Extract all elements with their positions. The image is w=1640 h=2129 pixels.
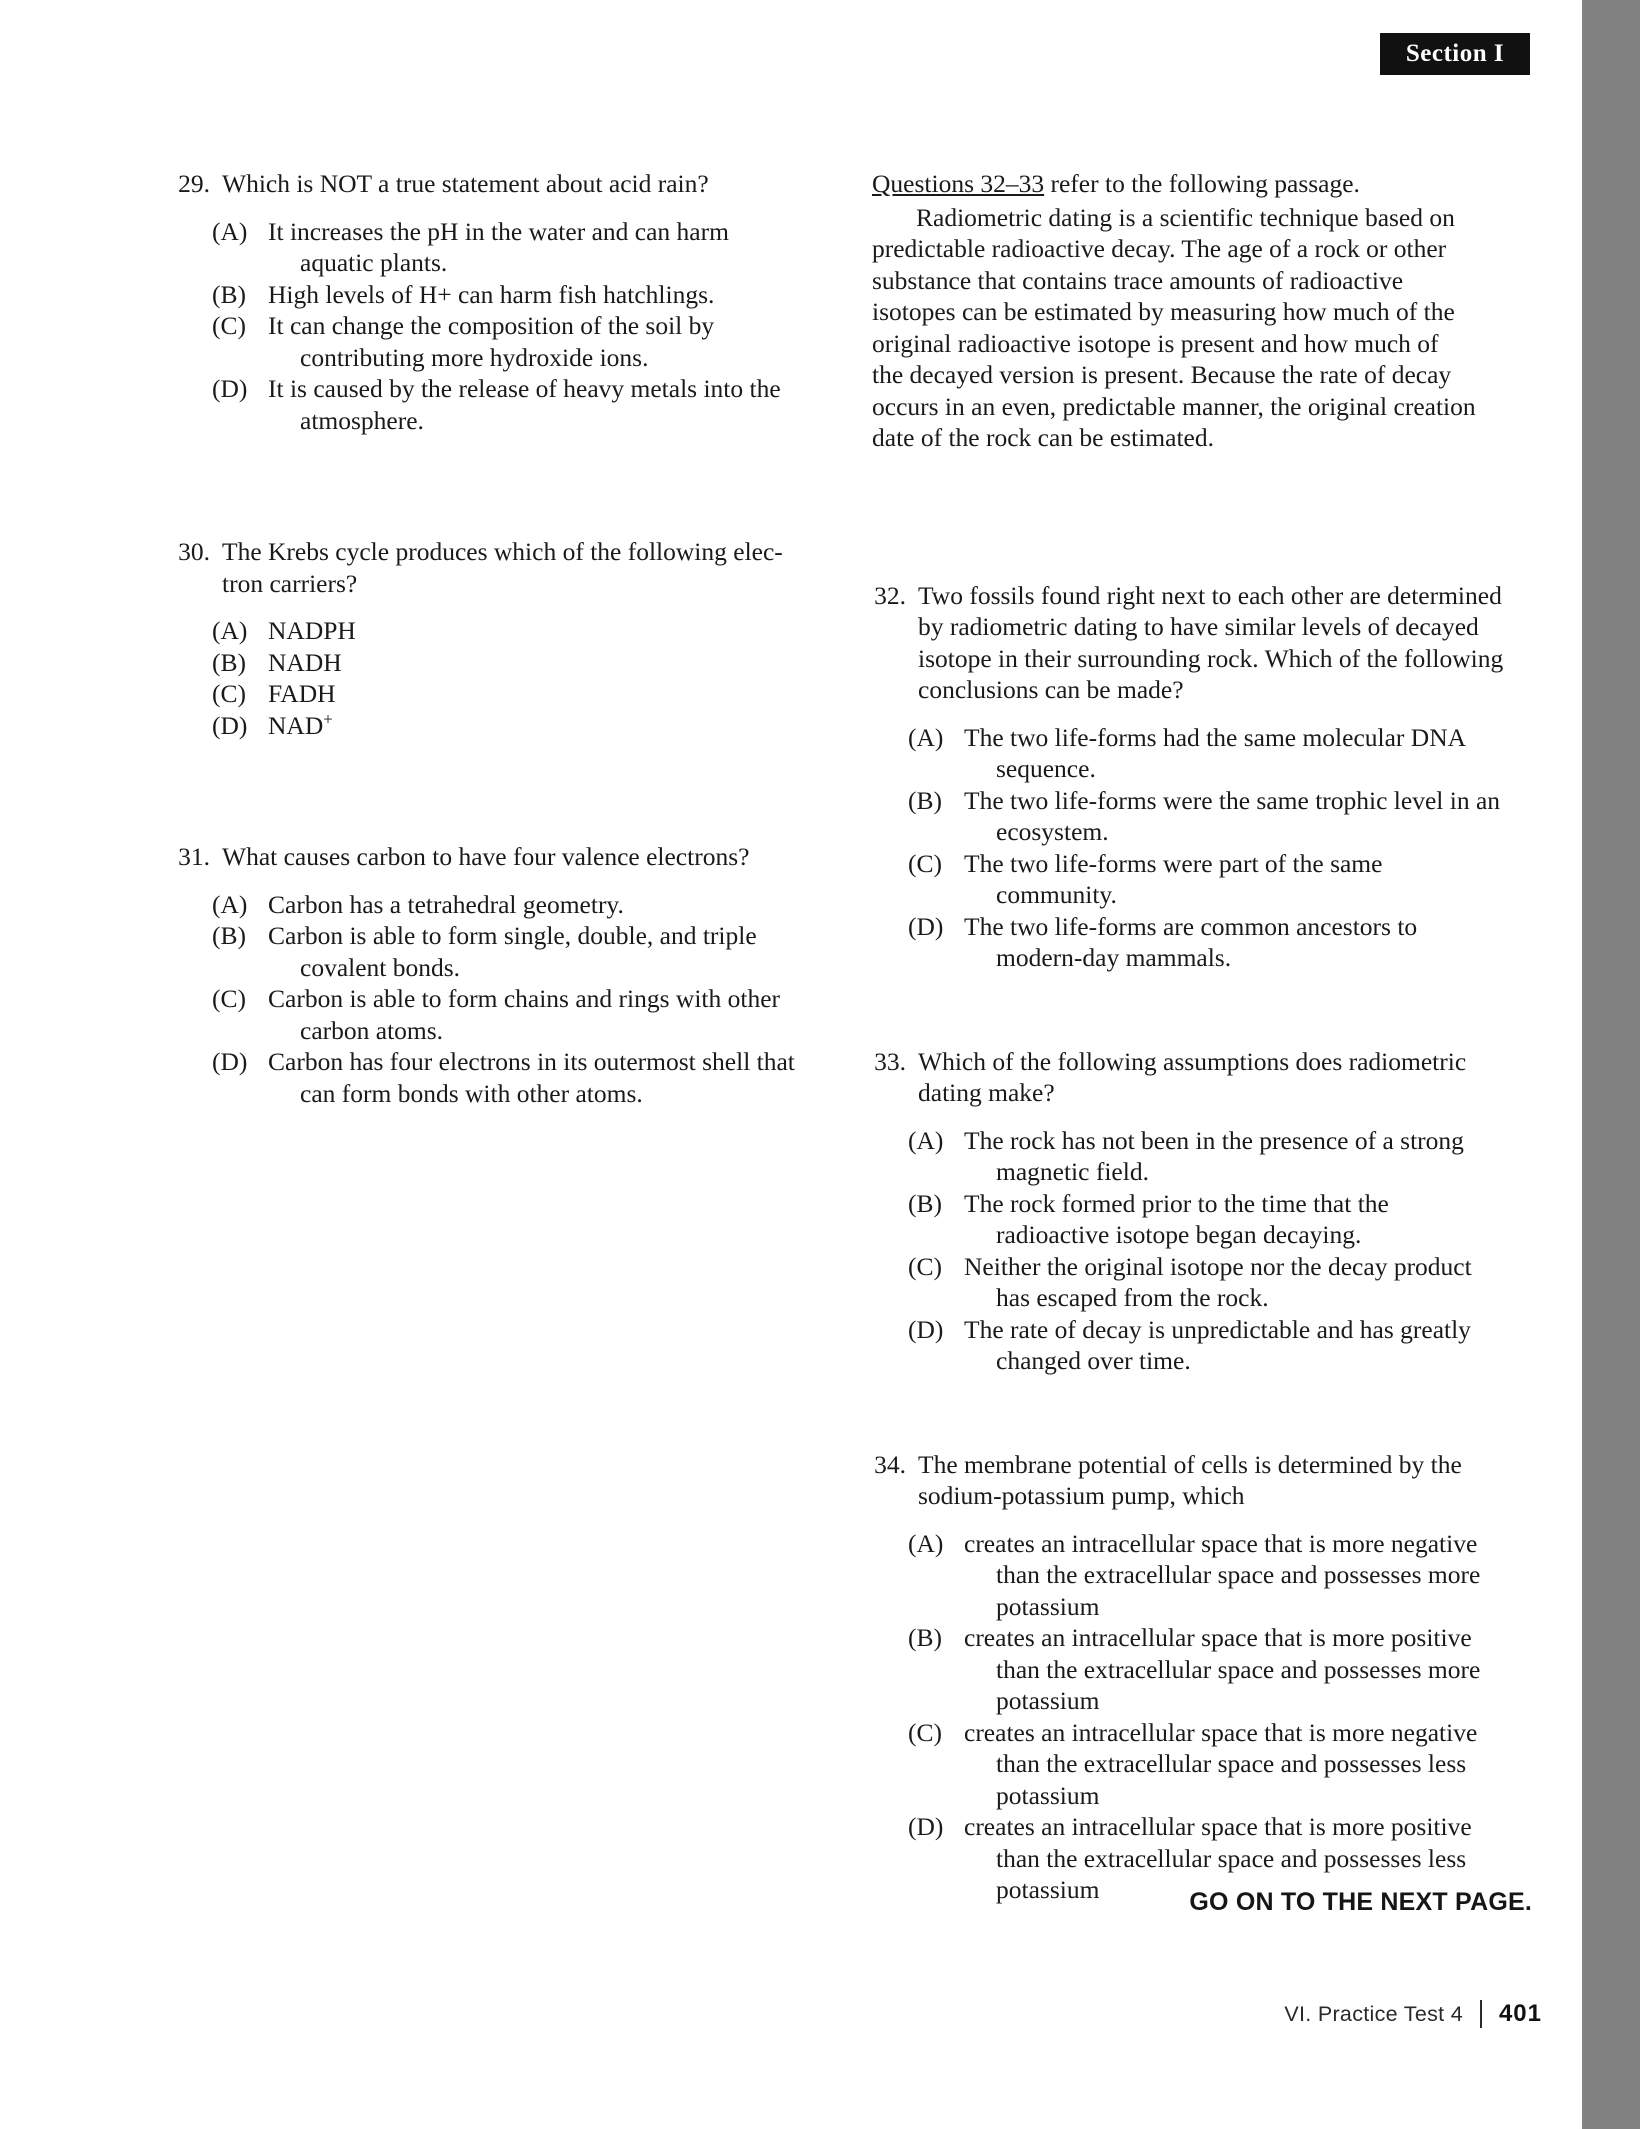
choice-line: The rock has not been in the presence of a strong <box>964 1125 1464 1155</box>
passage-line: the decayed version is present. Because the rate of decay <box>872 360 1452 389</box>
choice-letter: (A) <box>212 216 248 246</box>
choice-line: creates an intracellular space that is more positive <box>964 1623 1472 1652</box>
left-column <box>176 168 816 1109</box>
question-gap <box>872 1377 1532 1449</box>
question-block <box>872 580 1532 974</box>
choice-line: potassium <box>996 1780 1100 1810</box>
choice-line: The two life-forms had the same molecular DNA <box>964 722 1467 752</box>
question-stem <box>872 1449 1532 1512</box>
passage-line: date of the rock can be estimated. <box>872 423 1214 452</box>
footer-book-section: VI. Practice Test 4 <box>1284 2001 1463 2026</box>
question-gap <box>176 436 816 536</box>
footer-divider <box>1480 2000 1482 2028</box>
choice-line: It can change the composition of the soil by <box>268 311 715 340</box>
choice-letter: (A) <box>908 1125 944 1155</box>
choice-text <box>962 1528 1532 1623</box>
answer-choice[interactable] <box>212 983 816 1046</box>
choice-line: Carbon has a tetrahedral geometry. <box>268 889 624 919</box>
stem-line: conclusions can be made? <box>918 675 1184 704</box>
choice-line: atmosphere. <box>300 405 424 435</box>
choice-text <box>266 983 816 1046</box>
choice-line: NAD+ <box>268 709 333 740</box>
choice-line: than the extracellular space and possesses less <box>996 1843 1467 1873</box>
question-stem <box>176 841 816 873</box>
answer-choice[interactable] <box>908 1717 1532 1812</box>
stem-line: isotope in their surrounding rock. Which of the following <box>918 643 1504 673</box>
stem-line: dating make? <box>918 1078 1055 1107</box>
answer-choice[interactable] <box>212 279 816 311</box>
footer-page-number: 401 <box>1498 2000 1542 2027</box>
choice-line: Carbon is able to form chains and rings with other <box>268 984 781 1013</box>
choice-letter: (C) <box>908 1251 942 1281</box>
choice-line: sequence. <box>996 754 1096 783</box>
answer-choice[interactable] <box>212 647 816 679</box>
choice-letter: (B) <box>212 647 246 677</box>
answer-choice[interactable] <box>908 1622 1532 1717</box>
answer-choice[interactable] <box>908 722 1532 785</box>
question-number: 34. <box>874 1449 906 1479</box>
choice-text <box>962 785 1532 848</box>
choice-text <box>266 678 816 710</box>
choice-line: creates an intracellular space that is more positive <box>964 1812 1472 1841</box>
question-stem-text <box>222 841 816 873</box>
choice-line: The rate of decay is unpredictable and has greatly <box>964 1314 1471 1344</box>
choice-text <box>266 920 816 983</box>
choice-text <box>962 1717 1532 1812</box>
passage-body <box>872 202 1532 454</box>
choice-text <box>266 615 816 647</box>
choice-letter: (D) <box>212 374 248 403</box>
passage-question-gap <box>872 454 1532 554</box>
passage-line: isotopes can be estimated by measuring how much of the <box>872 297 1455 326</box>
passage-line: predictable radioactive decay. The age of a rock or other <box>872 234 1447 263</box>
choice-letter: (B) <box>908 785 942 815</box>
question-block <box>872 1449 1532 1906</box>
choice-line: covalent bonds. <box>300 952 461 982</box>
choice-letter: (A) <box>212 889 248 919</box>
choice-line: potassium <box>996 1591 1100 1621</box>
question-stem-text <box>918 1449 1532 1512</box>
page-footer <box>1284 2000 1542 2028</box>
answer-choice[interactable] <box>212 1046 816 1109</box>
choice-letter: (C) <box>212 311 246 340</box>
passage-heading <box>872 168 1532 200</box>
question-stem <box>176 536 816 599</box>
passage-question-gap <box>872 554 1532 580</box>
go-on-notice: GO ON TO THE NEXT PAGE. <box>1189 1888 1532 1916</box>
passage-question-range: Questions 32–33 <box>872 169 1045 198</box>
choice-line: than the extracellular space and possesses more <box>996 1560 1481 1589</box>
choice-text <box>266 279 816 311</box>
choice-line: potassium <box>996 1875 1100 1904</box>
choice-line: contributing more hydroxide ions. <box>300 342 649 372</box>
choice-line: modern-day mammals. <box>996 943 1232 972</box>
choice-line: ecosystem. <box>996 817 1109 846</box>
choice-line: carbon atoms. <box>300 1015 444 1045</box>
question-number: 29. <box>178 169 210 198</box>
choice-text <box>962 1251 1532 1314</box>
answer-choice[interactable] <box>908 848 1532 911</box>
question-block <box>176 841 816 1109</box>
answer-choice[interactable] <box>212 920 816 983</box>
choice-letter: (D) <box>212 1047 248 1076</box>
passage-line: substance that contains trace amounts of radioactive <box>872 265 1404 295</box>
stem-line: The Krebs cycle produces which of the following elec- <box>222 537 783 566</box>
answer-choice[interactable] <box>212 710 816 742</box>
choice-letter: (A) <box>212 616 248 645</box>
answer-choice[interactable] <box>212 310 816 373</box>
choice-letter: (B) <box>908 1623 942 1652</box>
choice-line: aquatic plants. <box>300 248 448 277</box>
choice-line: creates an intracellular space that is more negative <box>964 1717 1478 1747</box>
answer-choice[interactable] <box>212 615 816 647</box>
choice-line: Neither the original isotope nor the decay product <box>964 1251 1472 1281</box>
question-stem <box>872 1046 1532 1109</box>
choice-line: The rock formed prior to the time that the <box>964 1188 1389 1218</box>
choice-text <box>266 647 816 679</box>
choice-letter: (C) <box>212 679 246 708</box>
choice-line: than the extracellular space and possesses more <box>996 1654 1481 1684</box>
choice-text <box>266 216 816 279</box>
passage-line: original radioactive isotope is present and how much of <box>872 328 1439 358</box>
answer-choice[interactable] <box>212 216 816 279</box>
choice-text <box>266 710 816 742</box>
answer-choices <box>908 1125 1532 1377</box>
choice-line: High levels of H+ can harm fish hatchlings. <box>268 279 715 309</box>
question-number: 33. <box>874 1046 906 1076</box>
section-tag: Section I <box>1380 33 1530 75</box>
answer-choice[interactable] <box>212 373 816 436</box>
choice-letter: (D) <box>908 911 944 941</box>
choice-letter: (C) <box>212 984 246 1013</box>
answer-choice[interactable] <box>908 1125 1532 1188</box>
stem-line: tron carriers? <box>222 568 358 598</box>
stem-line: sodium-potassium pump, which <box>918 1481 1245 1510</box>
choice-line: potassium <box>996 1686 1100 1715</box>
choice-line: FADH <box>268 679 336 708</box>
choice-line: It increases the pH in the water and can harm <box>268 216 729 246</box>
choice-line: has escaped from the rock. <box>996 1283 1269 1312</box>
stem-line: What causes carbon to have four valence electrons? <box>222 842 750 871</box>
choice-line: than the extracellular space and possesses less <box>996 1749 1467 1778</box>
answer-choice[interactable] <box>908 1528 1532 1623</box>
passage-line: occurs in an even, predictable manner, the original creation <box>872 391 1476 421</box>
question-number: 32. <box>874 580 906 610</box>
question-number: 31. <box>178 842 210 871</box>
choice-letter: (C) <box>908 1717 942 1747</box>
choice-text <box>962 1188 1532 1251</box>
choice-letter: (C) <box>908 848 942 878</box>
stem-line: The membrane potential of cells is determined by the <box>918 1449 1462 1479</box>
question-stem <box>176 168 816 200</box>
answer-choices <box>212 889 816 1110</box>
choice-line: can form bonds with other atoms. <box>300 1078 643 1108</box>
choice-text <box>266 1046 816 1109</box>
choice-line: NADPH <box>268 616 356 645</box>
choice-line: radioactive isotope began decaying. <box>996 1220 1362 1249</box>
stem-line: Which of the following assumptions does radiometric <box>918 1046 1467 1076</box>
choice-line: The two life-forms are common ancestors to <box>964 911 1418 941</box>
choice-line: community. <box>996 880 1117 909</box>
question-gap <box>872 974 1532 1046</box>
question-block <box>176 168 816 436</box>
choice-line: magnetic field. <box>996 1157 1149 1186</box>
answer-choice[interactable] <box>212 889 816 921</box>
question-stem-text <box>222 168 816 200</box>
choice-letter: (A) <box>908 1528 944 1558</box>
choice-letter: (B) <box>908 1188 942 1218</box>
question-gap <box>176 741 816 841</box>
answer-choice[interactable] <box>908 785 1532 848</box>
answer-choice[interactable] <box>908 1314 1532 1377</box>
choice-line: NADH <box>268 647 342 677</box>
choice-text <box>962 1622 1532 1717</box>
right-column <box>872 168 1532 1906</box>
choice-letter: (A) <box>908 722 944 752</box>
choice-letter: (D) <box>908 1314 944 1344</box>
choice-text <box>266 373 816 436</box>
stem-line: by radiometric dating to have similar levels of decayed <box>918 612 1479 641</box>
question-number: 30. <box>178 537 210 566</box>
choice-text <box>962 848 1532 911</box>
choice-line: It is caused by the release of heavy metals into the <box>268 374 781 403</box>
answer-choice[interactable] <box>908 1251 1532 1314</box>
choice-line: changed over time. <box>996 1346 1191 1375</box>
answer-choice[interactable] <box>908 911 1532 974</box>
choice-line: Carbon has four electrons in its outermost shell that <box>268 1047 795 1076</box>
answer-choice[interactable] <box>212 678 816 710</box>
question-stem <box>872 580 1532 706</box>
choice-text <box>962 1314 1532 1377</box>
passage-heading-rest: refer to the following passage. <box>1044 169 1360 198</box>
question-stem-text <box>918 580 1532 706</box>
choice-text <box>266 310 816 373</box>
answer-choice[interactable] <box>908 1188 1532 1251</box>
choice-text <box>266 889 816 921</box>
choice-line: The two life-forms were part of the same <box>964 848 1383 878</box>
choice-line: creates an intracellular space that is more negative <box>964 1528 1478 1558</box>
passage-line: Radiometric dating is a scientific technique based on <box>916 202 1455 232</box>
choice-text <box>962 722 1532 785</box>
stem-line: Two fossils found right next to each other are determined <box>918 580 1502 610</box>
question-block <box>176 536 816 741</box>
choice-line: Carbon is able to form single, double, and triple <box>268 921 757 950</box>
answer-choices <box>212 615 816 741</box>
stem-line: Which is NOT a true statement about acid rain? <box>222 169 709 198</box>
answer-choices <box>908 1528 1532 1906</box>
choice-text <box>962 911 1532 974</box>
choice-line: The two life-forms were the same trophic level in an <box>964 785 1501 815</box>
choice-letter: (B) <box>212 279 246 309</box>
question-stem-text <box>918 1046 1532 1109</box>
choice-letter: (B) <box>212 921 246 950</box>
superscript-plus: + <box>323 709 333 728</box>
question-stem-text <box>222 536 816 599</box>
choice-letter: (D) <box>212 710 248 740</box>
answer-choices <box>212 216 816 437</box>
choice-letter: (D) <box>908 1812 944 1841</box>
choice-text <box>962 1125 1532 1188</box>
question-block <box>872 1046 1532 1377</box>
page-edge-bar <box>1582 0 1640 2129</box>
answer-choices <box>908 722 1532 974</box>
